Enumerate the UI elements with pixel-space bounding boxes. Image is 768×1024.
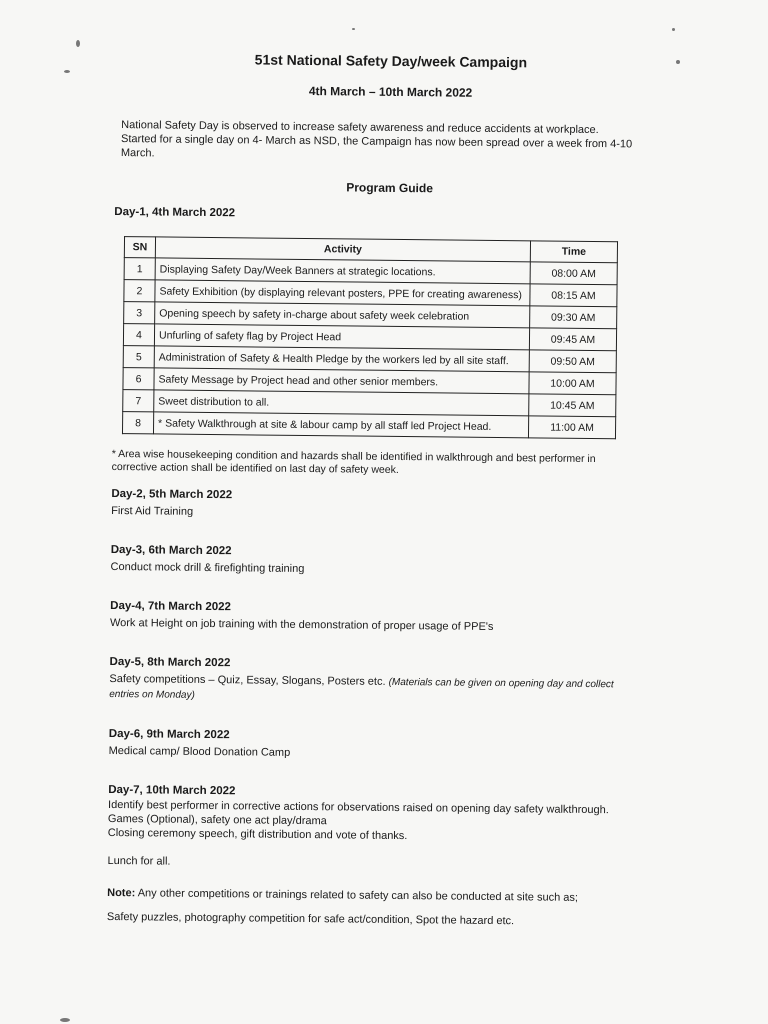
row-activity: Safety Exhibition (by displaying relevant posters, PPE for creating awareness) xyxy=(155,280,530,306)
row-activity: Safety Message by Project head and other senior members. xyxy=(154,368,529,394)
row-time: 09:30 AM xyxy=(530,306,617,329)
day2-section xyxy=(111,488,631,523)
day4-heading: Day-4, 7th March 2022 xyxy=(110,599,232,614)
row-sn: 1 xyxy=(124,258,155,280)
day5-text xyxy=(109,672,629,707)
row-time: 11:00 AM xyxy=(528,416,615,439)
campaign-dates: 4th March – 10th March 2022 xyxy=(308,84,473,100)
row-time: 10:00 AM xyxy=(529,372,616,395)
note-line2: Safety puzzles, photography competition for safe act/condition, Spot the hazard etc. xyxy=(106,910,515,928)
day3-section xyxy=(111,544,631,579)
day2-text: First Aid Training xyxy=(111,504,194,518)
row-time: 08:00 AM xyxy=(530,262,617,285)
row-activity: Unfurling of safety flag by Project Head xyxy=(154,324,529,350)
day6-section xyxy=(109,728,629,763)
row-time: 10:45 AM xyxy=(529,394,616,417)
row-sn: 2 xyxy=(124,280,155,302)
row-time: 09:45 AM xyxy=(529,328,616,351)
activity-header: Activity xyxy=(155,237,530,262)
note-text: Any other competitions or trainings related to safety can also be conducted at site such as; xyxy=(137,887,579,904)
intro-paragraph: National Safety Day is observed to increase safety awareness and reduce accidents at workplace. Started for a single day on 4- March as NSD, the Campaign has now been spread over a week from 4-10 March. xyxy=(120,119,633,160)
day7-line2: Games (Optional), safety one act play/drama xyxy=(107,812,327,828)
program-table xyxy=(122,236,618,439)
row-sn: 3 xyxy=(124,302,155,324)
day3-heading: Day-3, 6th March 2022 xyxy=(110,543,232,558)
day7-line3: Closing ceremony speech, gift distribution and vote of thanks. xyxy=(107,826,408,843)
day6-heading: Day-6, 9th March 2022 xyxy=(108,727,230,742)
note-section xyxy=(107,886,627,929)
program-guide-heading: Program Guide xyxy=(346,180,433,196)
day5-italic-note: (Materials can be given on opening day and collect entries on Monday) xyxy=(109,676,614,701)
day7-heading: Day-7, 10th March 2022 xyxy=(108,783,236,798)
day2-heading: Day-2, 5th March 2022 xyxy=(111,487,233,502)
day7-section xyxy=(107,784,628,873)
row-sn: 5 xyxy=(123,346,154,368)
walkthrough-footnote: * Area wise housekeeping condition and hazards shall be identified in walkthrough and best performer in corrective action shall be identified on last day of safety week. xyxy=(111,447,596,476)
row-activity: Administration of Safety & Health Pledge by the workers led by all site staff. xyxy=(154,346,529,372)
note-line1 xyxy=(107,886,627,905)
table-row xyxy=(122,412,615,439)
day5-heading: Day-5, 8th March 2022 xyxy=(109,655,231,670)
row-activity: Opening speech by safety in-charge about safety week celebration xyxy=(155,302,530,328)
row-time: 08:15 AM xyxy=(530,284,617,307)
note-label: Note: xyxy=(107,886,136,900)
row-activity: * Safety Walkthrough at site & labour camp by all staff led Project Head. xyxy=(153,412,528,438)
sn-header: SN xyxy=(124,237,155,258)
row-sn: 7 xyxy=(123,390,154,412)
document-title: 51st National Safety Day/week Campaign xyxy=(254,51,528,71)
day6-text: Medical camp/ Blood Donation Camp xyxy=(108,744,291,759)
document-body xyxy=(107,50,636,929)
day5-section xyxy=(109,656,629,707)
day7-lunch: Lunch for all. xyxy=(107,854,171,868)
row-sn: 6 xyxy=(123,368,154,390)
day7-line1: Identify best performer in corrective actions for observations raised on opening day safety walkthrough. xyxy=(108,798,609,817)
row-sn: 8 xyxy=(122,412,153,434)
day5-main-text: Safety competitions – Quiz, Essay, Slogans, Posters etc. xyxy=(109,672,386,688)
row-sn: 4 xyxy=(123,324,154,346)
row-activity: Displaying Safety Day/Week Banners at strategic locations. xyxy=(155,258,530,284)
row-activity: Sweet distribution to all. xyxy=(154,390,529,416)
time-header: Time xyxy=(530,241,617,263)
day1-heading: Day-1, 4th March 2022 xyxy=(114,205,236,220)
day3-text: Conduct mock drill & firefighting training xyxy=(110,560,305,576)
day4-text: Work at Height on job training with the demonstration of proper usage of PPE's xyxy=(109,616,494,633)
row-time: 09:50 AM xyxy=(529,350,616,373)
day4-section xyxy=(110,600,630,635)
